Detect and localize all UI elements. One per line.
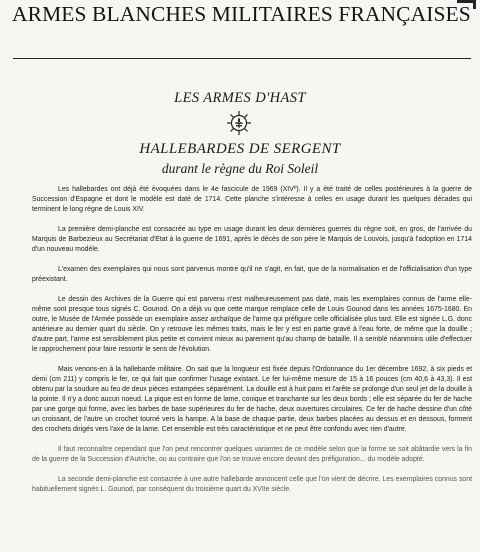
article-title: HALLEBARDES DE SERGENT bbox=[139, 141, 341, 157]
page-header-title: ARMES BLANCHES MILITAIRES FRANÇAISES bbox=[12, 2, 471, 26]
fleur-de-lis-sun-emblem-icon bbox=[226, 110, 252, 136]
article-body bbox=[32, 185, 472, 505]
paragraph: La première demi-planche est consacrée au type en usage durant les deux dernières guerres du règne soit, en gros, de l'arrivée du Marquis de Barbezieux au Secrétariat d'Etat à la guerre de 1691, après le décès de son père le Marquis de Louvois, jusqu'à l'adoption en 1714 d'un nouveau modèle. bbox=[32, 226, 472, 253]
header-rule bbox=[13, 58, 471, 59]
article-subtitle: durant le règne du Roi Soleil bbox=[161, 161, 319, 176]
paragraph: Mais venons-en à la hallebarde militaire. On sait que la longueur est fixée depuis l'Ordonnance du 1er décembre 1692, à six pieds et demi (cm 211) y compris le fer, ce qui fait que confirmer l'usage existant. Le fer lui-même mesure de 15 à 16 pouces (cm 40,6 à 43,3). Il est obtenu par la soudure au feu de deux pièces estampées séparément. La douille est à huit pans et l'arête se prolonge d'un seul jet de la douille à la pointe. Il n'y a donc aucun noeud. La pique est en forme de lame, conique et tranchante sur les deux bords ; elle est séparée du fer de hache par une gorge qui forme, avec les barbes de base supérieures du fer de hache, deux ouvertures circulaires. Ce fer de hache dessine d'un côté un croissant, de l'autre un crochet tourné vers la hampe. A la base de chaque partie, deux barbes placées au dessus et en dessous, forment des crochets dirigés vers l'axe de la lame. Cet ensemble est très caractéristique et ne peut être confondu avec rien d'autre. bbox=[32, 366, 472, 433]
section-title: LES ARMES D'HAST bbox=[174, 90, 306, 106]
paragraph: L'examen des exemplaires qui nous sont parvenus montre qu'il ne s'agit, en fait, que de la normalisation et de l'officialisation d'un type préexistant. bbox=[32, 266, 472, 283]
paragraph: La seconde demi-planche est consacrée à une autre hallebarde annoncent celle que l'on vient de décrire. Les exemplaires connus sont habituellement signés L. Gounod, par conséquent du troisième quart du XVIIe siècle. bbox=[32, 476, 472, 493]
paragraph: Les hallebardes ont déjà été évoquées dans le 4e fascicule de 1969 (XIVº). Il y a été traité de celles postérieures à la guerre de Succession d'Espagne et dont le modèle est daté de 1714. Cette planche s'intéresse à celles en usage durant les quelques décades qui terminent le long règne de Louis XIV. bbox=[32, 186, 472, 213]
paragraph: Il faut reconnaître cependant que l'on peut rencontrer quelques variantes de ce modèle selon que la forme se soit abâtardie vers la fin de la guerre de la Succession d'Autriche, ou au contraire que l'on se trouve encore devant des préfiguration... du modèle adopté. bbox=[32, 446, 472, 463]
corner-mark bbox=[457, 0, 476, 9]
paragraph: Le dessin des Archives de la Guerre qui est parvenu n'est malheureusement pas daté, mais les exemplaires connus de l'arme elle-même sont presque tous signés C. Gounod. On a déjà vu que cette marque remplace celle de Louis Gounod dans les années 1675-1680. En outre, le Musée de l'Armée possède un exemplaire assez archaïque de l'arme qui préfigure celle officialisée plus tard. Elle est signée L.G. donc antérieure au dernier quart du siècle. On y retrouve les mêmes traits, mais le fer y est en partie gravé à l'eau forte, de même que la douille ; d'autre part, l'arme est sensiblement plus petite et convient mieux au parement qu'au champ de bataille. Il a semblé néanmoins utile d'effectuer le rapprochement pour faire ressortir le sens de l'évolution. bbox=[32, 296, 472, 353]
